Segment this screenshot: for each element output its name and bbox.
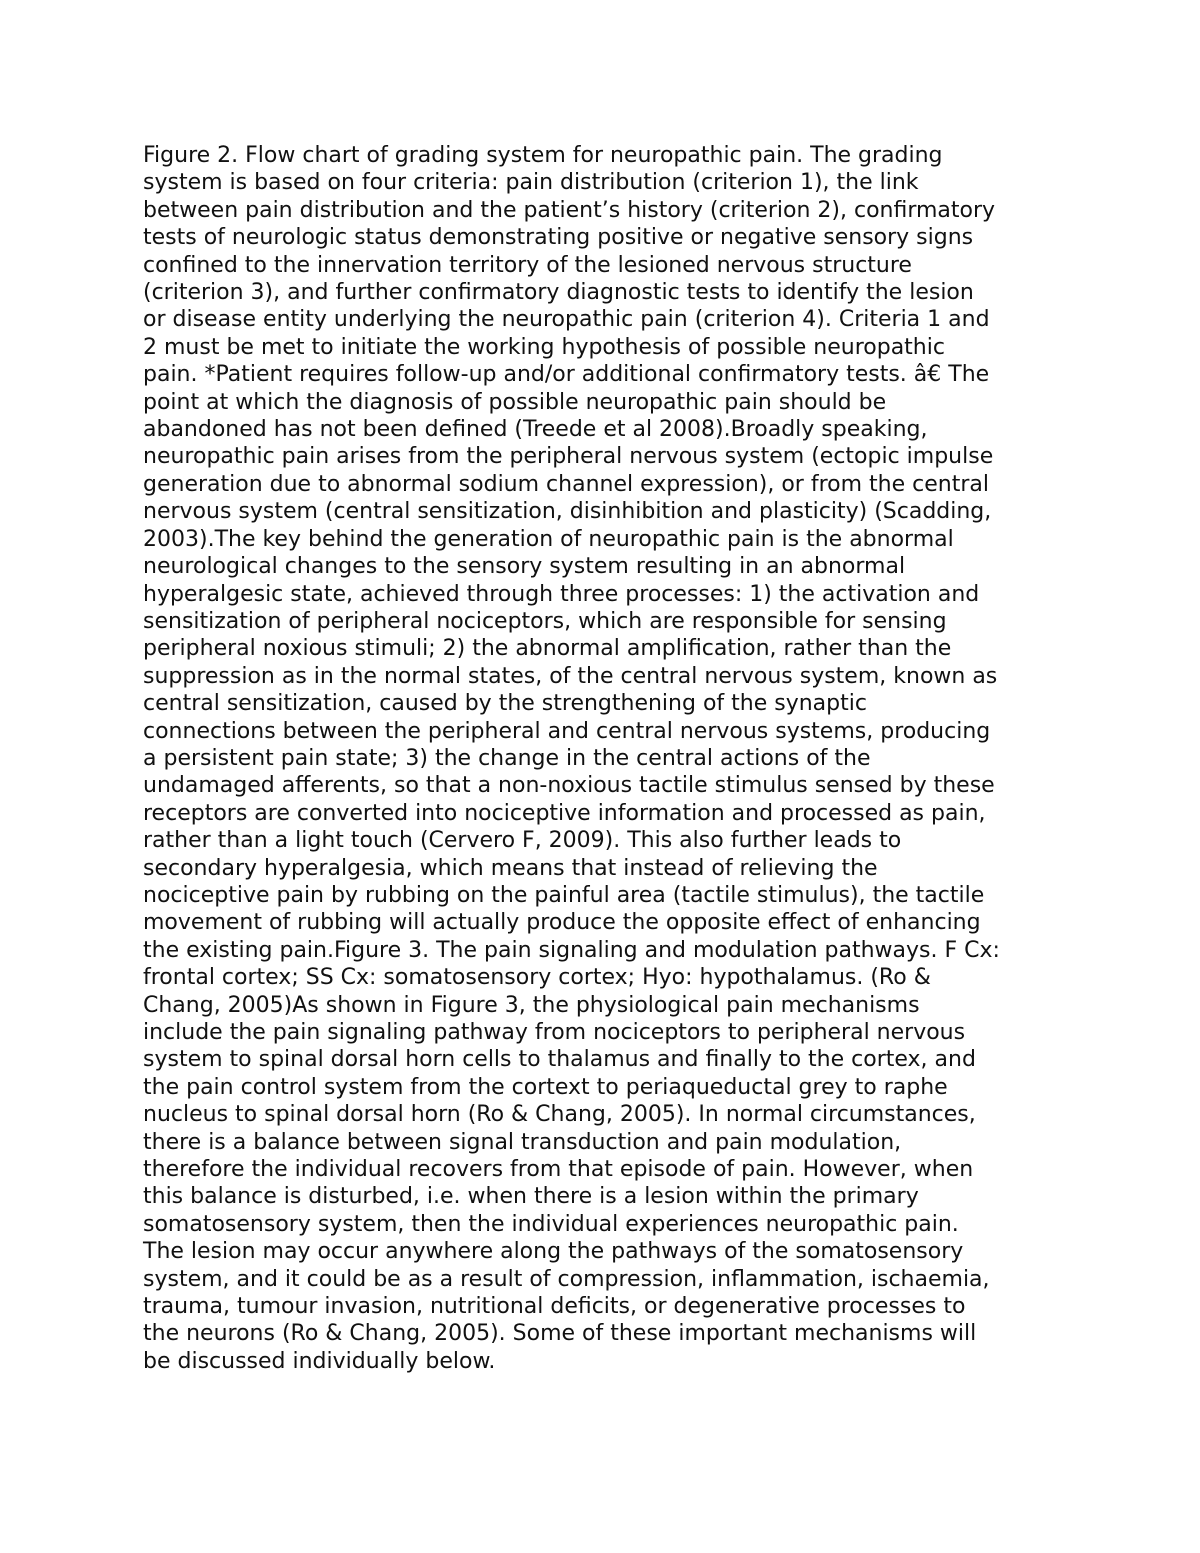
- text-line: pain. *Patient requires follow-up and/or additional confirmatory tests. â€ The: [143, 362, 990, 388]
- text-line: this balance is disturbed, i.e. when there is a lesion within the primary: [143, 1184, 919, 1210]
- text-line: hyperalgesic state, achieved through three processes: 1) the activation and: [143, 581, 980, 607]
- text-line: point at which the diagnosis of possible neuropathic pain should be: [143, 389, 887, 415]
- text-line: suppression as in the normal states, of the central nervous system, known as: [143, 663, 998, 689]
- text-line: the existing pain.Figure 3. The pain signaling and modulation pathways. F Cx:: [143, 937, 1000, 963]
- text-line: therefore the individual recovers from that episode of pain. However, when: [143, 1157, 974, 1183]
- text-line: 2 must be met to initiate the working hypothesis of possible neuropathic: [143, 334, 945, 360]
- text-line: the neurons (Ro & Chang, 2005). Some of these important mechanisms will: [143, 1321, 977, 1347]
- text-line: nervous system (central sensitization, disinhibition and plasticity) (Scadding,: [143, 499, 992, 525]
- text-line: connections between the peripheral and central nervous systems, producing: [143, 718, 991, 744]
- text-line: system, and it could be as a result of compression, inflammation, ischaemia,: [143, 1266, 990, 1292]
- text-line: undamaged afferents, so that a non-noxious tactile stimulus sensed by these: [143, 773, 995, 799]
- text-line: 2003).The key behind the generation of neuropathic pain is the abnormal: [143, 526, 954, 552]
- text-line: rather than a light touch (Cervero F, 2009). This also further leads to: [143, 828, 902, 854]
- body-text: [143, 142, 1083, 1375]
- text-line: generation due to abnormal sodium channel expression), or from the central: [143, 471, 989, 497]
- text-line: Figure 2. Flow chart of grading system for neuropathic pain. The grading: [143, 143, 943, 168]
- text-line: peripheral noxious stimuli; 2) the abnormal amplification, rather than the: [143, 636, 952, 662]
- text-line: sensitization of peripheral nociceptors, which are responsible for sensing: [143, 608, 947, 634]
- text-line: nociceptive pain by rubbing on the painful area (tactile stimulus), the tactile: [143, 882, 985, 908]
- text-line: the pain control system from the cortext to periaqueductal grey to raphe: [143, 1074, 948, 1100]
- text-line: receptors are converted into nociceptive information and processed as pain,: [143, 800, 986, 826]
- text-line: Chang, 2005)As shown in Figure 3, the physiological pain mechanisms: [143, 992, 920, 1018]
- text-line: system to spinal dorsal horn cells to thalamus and finally to the cortex, and: [143, 1047, 976, 1073]
- text-line: abandoned has not been defined (Treede et al 2008).Broadly speaking,: [143, 417, 928, 443]
- text-line: system is based on four criteria: pain distribution (criterion 1), the link: [143, 170, 919, 196]
- text-line: tests of neurologic status demonstrating positive or negative sensory signs: [143, 225, 974, 251]
- text-line: The lesion may occur anywhere along the pathways of the somatosensory: [143, 1239, 964, 1265]
- text-line: nucleus to spinal dorsal horn (Ro & Chang, 2005). In normal circumstances,: [143, 1102, 976, 1128]
- text-line: secondary hyperalgesia, which means that instead of relieving the: [143, 855, 878, 881]
- text-line: confined to the innervation territory of the lesioned nervous structure: [143, 252, 912, 278]
- text-line: somatosensory system, then the individual experiences neuropathic pain.: [143, 1211, 959, 1237]
- text-line: or disease entity underlying the neuropathic pain (criterion 4). Criteria 1 and: [143, 307, 990, 333]
- text-line: be discussed individually below.: [143, 1348, 496, 1374]
- text-line: central sensitization, caused by the strengthening of the synaptic: [143, 691, 867, 717]
- text-line: trauma, tumour invasion, nutritional deficits, or degenerative processes to: [143, 1294, 966, 1320]
- text-line: (criterion 3), and further confirmatory diagnostic tests to identify the lesion: [143, 280, 974, 306]
- text-line: between pain distribution and the patient’s history (criterion 2), confirmatory: [143, 197, 996, 223]
- text-line: include the pain signaling pathway from nociceptors to peripheral nervous: [143, 1020, 966, 1045]
- text-line: neurological changes to the sensory system resulting in an abnormal: [143, 554, 906, 580]
- text-line: a persistent pain state; 3) the change in the central actions of the: [143, 745, 871, 771]
- text-line: neuropathic pain arises from the peripheral nervous system (ectopic impulse: [143, 444, 994, 470]
- text-line: frontal cortex; SS Cx: somatosensory cortex; Hyo: hypothalamus. (Ro &: [143, 965, 931, 991]
- text-line: there is a balance between signal transduction and pain modulation,: [143, 1129, 902, 1155]
- text-line: movement of rubbing will actually produce the opposite effect of enhancing: [143, 910, 981, 936]
